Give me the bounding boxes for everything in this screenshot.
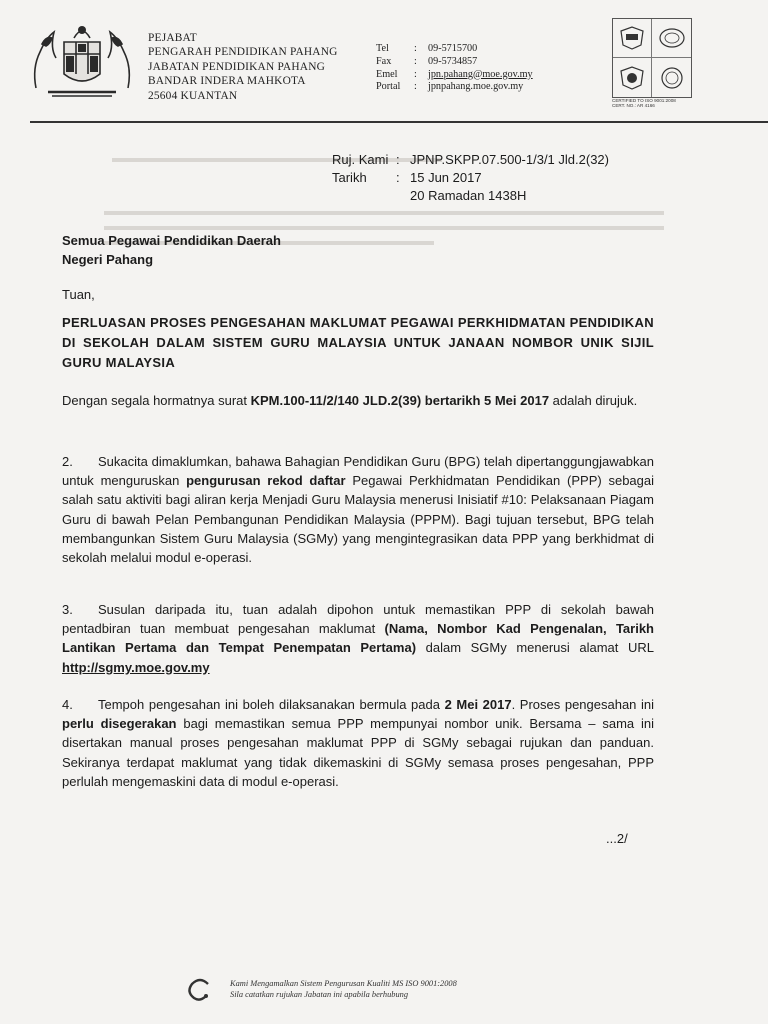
contact-tel: Tel : 09-5715700 — [376, 43, 478, 54]
contact-block — [376, 43, 533, 94]
contact-portal: Portal : jpnpahang.moe.gov.my — [376, 81, 524, 93]
paragraph-1: Dengan segala hormatnya surat KPM.100-11/2/140 JLD.2(39) bertarikh 5 Mei 2017 adalah dirujuk. — [62, 393, 638, 408]
office-line: BANDAR INDERA MAHKOTA — [148, 75, 306, 88]
quality-cert-icon — [613, 19, 652, 58]
addressee: Semua Pegawai Pendidikan Daerah Negeri Pahang — [62, 233, 281, 268]
office-line: JABATAN PENDIDIKAN PAHANG — [148, 60, 326, 73]
contact-label: Portal — [376, 81, 401, 93]
accreditation-seal-icon — [652, 19, 691, 58]
iso-cert-icon — [613, 58, 652, 97]
contact-fax: Fax : 09-5734857 — [376, 55, 478, 67]
salutation: Tuan, — [62, 287, 95, 302]
service-seal-icon — [652, 58, 691, 97]
contact-value: 09-5734857 — [428, 55, 478, 67]
letterhead-divider — [30, 121, 768, 123]
contact-label: Emel — [376, 68, 398, 80]
email-link[interactable]: jpn.pahang@moe.gov.my — [428, 68, 533, 80]
reference-number: Ruj. Kami : JPNP.SKPP.07.500-1/3/1 Jld.2(32) — [332, 152, 609, 167]
portal-link[interactable]: jpnpahang.moe.gov.my — [428, 81, 524, 93]
contact-email: Emel : jpn.pahang@moe.gov.my — [376, 68, 533, 80]
coat-of-arms-icon — [28, 18, 136, 100]
letter-date: Tarikh : 15 Jun 2017 — [332, 170, 482, 186]
office-address — [148, 31, 338, 103]
paragraph-2: 2. Sukacita dimaklumkan, bahawa Bahagian Pendidikan Guru (BPG) telah dipertanggungjawabkan untuk menguruskan pengurusan rekod daftar Pegawai Perkhidmatan Pendidikan (PPP) sebagai salah satu aktiviti bagi aliran kerja Menjadi Guru Malaysia menerusi Inisiatif #10: Pelaksanaan Piagam Guru di bawah Pelan Pembangunan Pendidikan Malaysia (PPPM). Bagi tujuan tersebut, BPG telah membangunkan Sistem Guru Malaysia (SGMy) yang mengintegrasikan data PPP yang berkhidmat di sekolah melalui modul e-operasi. — [62, 454, 655, 566]
office-line: 25604 KUANTAN — [148, 89, 238, 102]
reference-block — [332, 151, 609, 206]
sgmy-url-link[interactable]: http://sgmy.moe.gov.my — [62, 659, 210, 675]
cert-note: CERTIFIED TO ISO 9001:2008 CERT. NO.: AR 4166 — [612, 98, 676, 109]
office-line: PENGARAH PENDIDIKAN PAHANG — [148, 46, 338, 59]
page-continuation: ...2/ — [606, 831, 628, 846]
letter-subject: PERLUASAN PROSES PENGESAHAN MAKLUMAT PEGAWAI PERKHIDMATAN PENDIDIKAN DI SEKOLAH DALAM SISTEM GURU MALAYSIA UNTUK JANAAN NOMBOR UNIK SIJIL GURU MALAYSIA — [62, 315, 654, 370]
paragraph-4: 4. Tempoh pengesahan ini boleh dilaksanakan bermula pada 2 Mei 2017. Proses pengesahan ini perlu disegerakan bagi memastikan semua PPP mempunyai nombor unik. Bersama – sama ini disertakan manual proses pengesahan maklumat PPP di SGMy sebagai rujukan dan panduan. Sekiranya terdapat maklumat yang tidak dikemaskini di SGMy semasa proses pengesahan, PPP perlulah mengemaskini data di modul e-operasi. — [62, 697, 655, 789]
paragraph-3: 3. Susulan daripada itu, tuan adalah dipohon untuk memastikan PPP di sekolah bawah pentadbiran tuan membuat pengesahan maklumat (Nama, Nombor Kad Pengenalan, Tarikh Lantikan Pertama dan Tempat Penempatan Pertama) dalam SGMy menerusi alamat URL http://sgmy.moe.gov.my — [62, 602, 654, 675]
bleed-through-trace — [104, 226, 664, 230]
office-line: PEJABAT — [148, 32, 197, 44]
contact-value: 09-5715700 — [428, 43, 478, 54]
contact-label: Fax — [376, 55, 392, 67]
bleed-through-trace — [104, 211, 664, 215]
contact-label: Tel — [376, 43, 389, 54]
certification-logos — [612, 18, 692, 98]
footer-note: Kami Mengamalkan Sistem Pengurusan Kualiti MS ISO 9001:2008 Sila catatkan rujukan Jabatan ini apabila berhubung — [230, 979, 457, 999]
hijri-date: 20 Ramadan 1438H — [410, 188, 527, 204]
quality-swirl-icon — [186, 978, 214, 1002]
